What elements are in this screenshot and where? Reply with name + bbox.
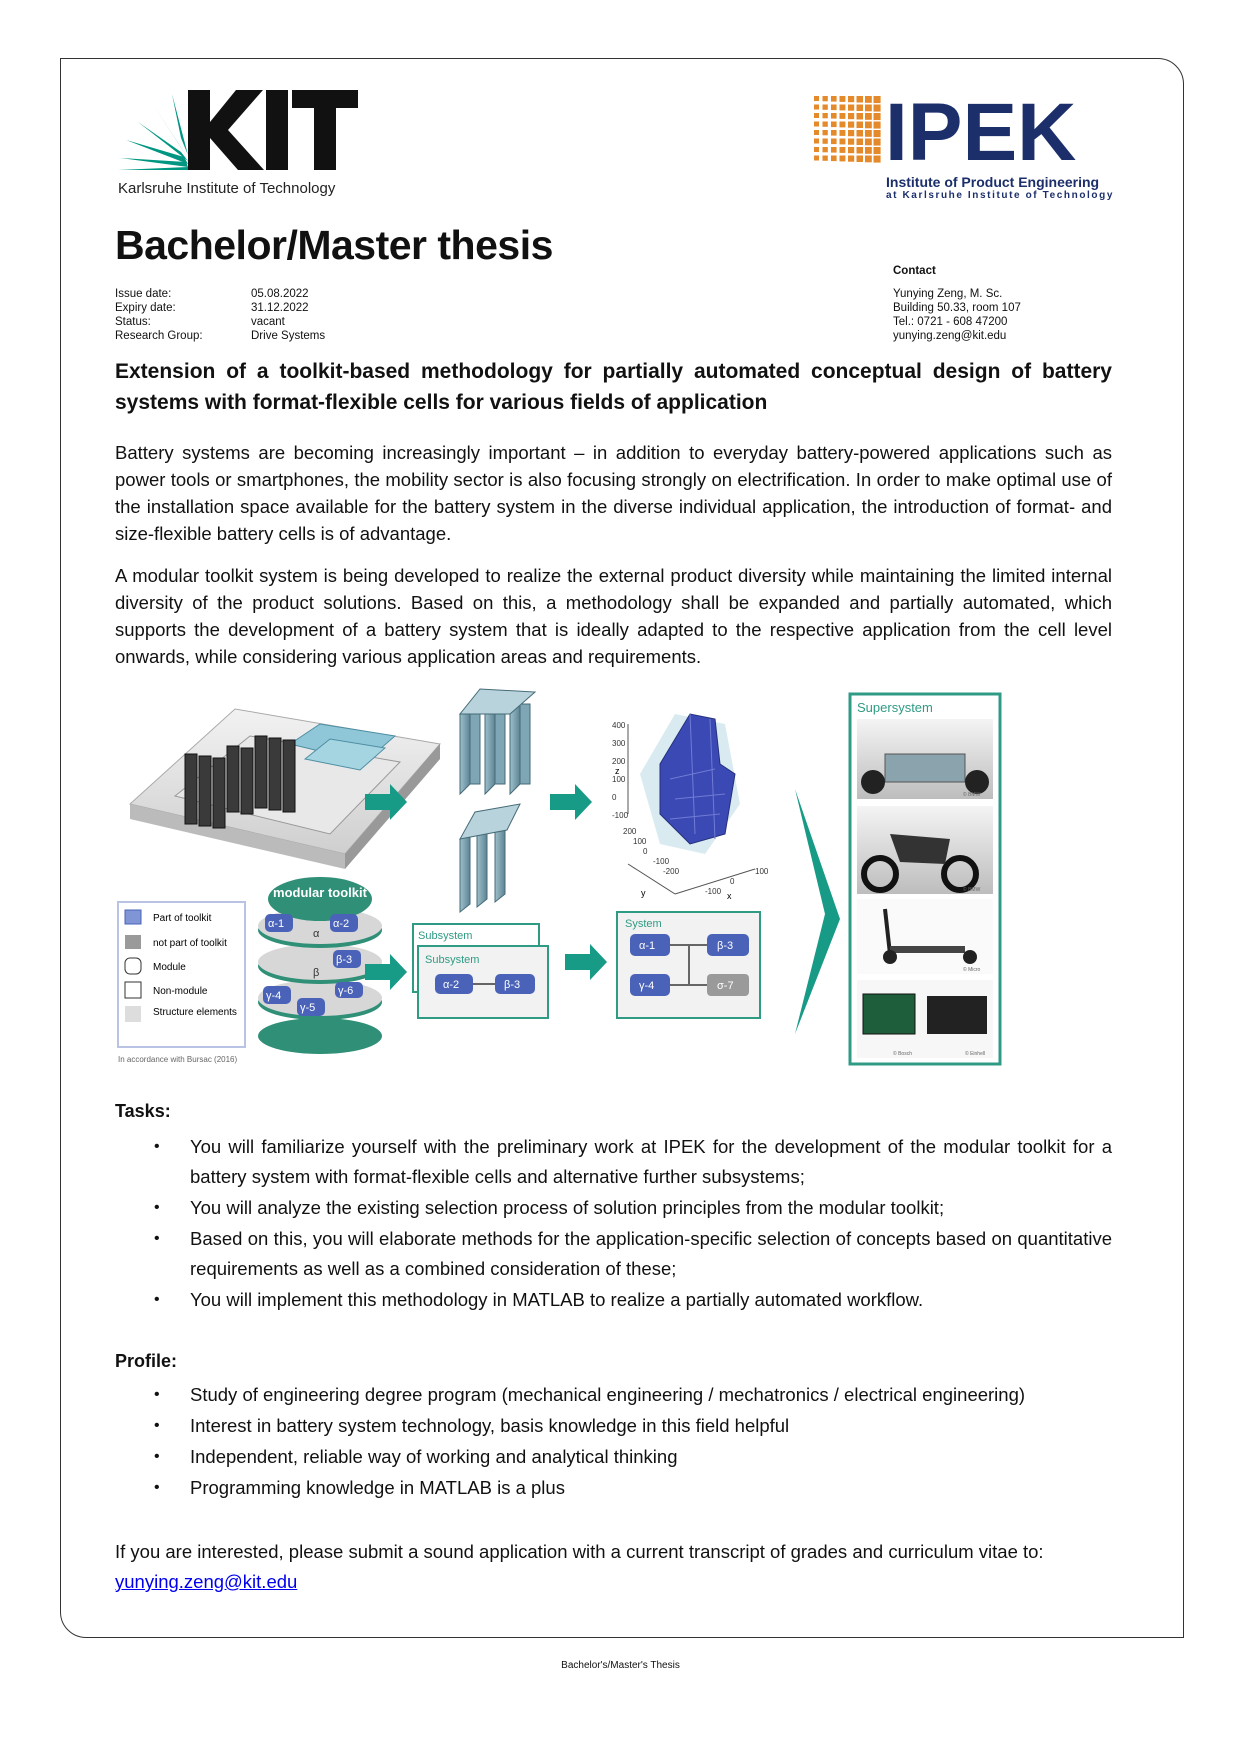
thesis-title: Extension of a toolkit-based methodology for partially automated conceptual design of battery systems with format-flexible cells for various fields of application bbox=[115, 360, 1112, 414]
list-item: • Study of engineering degree program (mechanical engineering / mechatronics / electrical engineering) bbox=[150, 1380, 1112, 1410]
ipek-dot bbox=[831, 113, 837, 119]
y-tick-label: 200 bbox=[623, 827, 637, 836]
ipek-dot bbox=[823, 156, 828, 161]
system-s7: σ-7 bbox=[717, 980, 734, 992]
toolkit-label: modular toolkit bbox=[273, 885, 367, 900]
ipek-dot bbox=[865, 96, 872, 103]
page-footer: Bachelor's/Master's Thesis bbox=[561, 1660, 680, 1671]
contact-tel: Tel.: 0721 - 608 47200 bbox=[893, 316, 1008, 328]
ipek-dot bbox=[865, 156, 872, 163]
ipek-dot bbox=[874, 122, 881, 129]
cell-stack-top bbox=[460, 689, 535, 794]
contact-building: Building 50.33, room 107 bbox=[893, 302, 1021, 314]
ipek-dot bbox=[823, 139, 828, 144]
meta-key: Expiry date: bbox=[115, 302, 176, 314]
intro-paragraph: Battery systems are becoming increasingly important – in addition to everyday battery-powered applications such as power tools or smartphones, the mobility sector is also focusing strongly on electrification. In order to make optimal use of the installation space available for the battery system in the diverse individual application, the introduction of format- and size-flexible battery cells is of advantage. bbox=[115, 442, 1112, 544]
axis-label-z: z bbox=[615, 766, 620, 776]
z-tick-label: 300 bbox=[612, 739, 626, 748]
ipek-dot bbox=[865, 105, 872, 112]
list-item: • You will analyze the existing selection process of solution principles from the modular toolkit; bbox=[150, 1193, 1112, 1223]
ipek-name: Institute of Product Engineering bbox=[886, 174, 1100, 190]
photo-credit: © BMW bbox=[963, 887, 981, 893]
ipek-logo bbox=[810, 92, 1120, 202]
system-panel bbox=[617, 912, 760, 1018]
legend-module: Module bbox=[153, 962, 186, 973]
page-title: Bachelor/Master thesis bbox=[115, 222, 553, 268]
z-tick-label: 0 bbox=[612, 793, 617, 802]
subsystem-a2: α-2 bbox=[443, 979, 460, 991]
ipek-dot bbox=[814, 113, 819, 118]
module-a1: α-1 bbox=[268, 918, 285, 930]
kit-name: Karlsruhe Institute of Technology bbox=[118, 180, 336, 197]
meta-key: Research Group: bbox=[115, 330, 203, 342]
ipek-dot bbox=[840, 105, 846, 111]
ipek-dot bbox=[857, 139, 864, 146]
ipek-dot bbox=[848, 139, 854, 145]
photo-credit: © Bosch bbox=[893, 1051, 912, 1057]
ipek-dot bbox=[823, 122, 828, 127]
photo-credit: © BMW bbox=[963, 792, 981, 798]
ipek-dot bbox=[840, 113, 846, 119]
meta-value: 05.08.2022 bbox=[251, 288, 309, 300]
supersystem-label: Supersystem bbox=[857, 700, 933, 715]
ipek-dot bbox=[848, 156, 854, 162]
design-space-plot bbox=[612, 714, 769, 901]
y-tick-label: 0 bbox=[643, 847, 648, 856]
module-b3: β-3 bbox=[336, 954, 353, 966]
ipek-dot bbox=[857, 122, 864, 129]
module-g4: γ-4 bbox=[266, 990, 282, 1002]
subsystem-b3: β-3 bbox=[504, 979, 521, 991]
tasks-heading: Tasks: bbox=[115, 1101, 171, 1121]
ipek-dot bbox=[857, 105, 864, 112]
module-a2: α-2 bbox=[333, 918, 350, 930]
toolkit-paragraph: A modular toolkit system is being developed to realize the external product diversity while maintaining the limited internal diversity of the product solutions. Based on this, a methodology shall be expanded and partially automated, which supports the development of a battery system that is ideally adapted to the respective application from the cell level onwards, while considering various application areas and requirements. bbox=[115, 565, 1112, 667]
list-item: • Interest in battery system technology, basis knowledge in this field helpful bbox=[150, 1411, 1112, 1441]
system-label: System bbox=[625, 918, 662, 930]
ipek-dot bbox=[857, 130, 864, 137]
kit-logo-icon bbox=[118, 88, 358, 173]
toolkit-layer-a: α bbox=[313, 928, 320, 940]
photo-credit: © Micro bbox=[963, 967, 981, 973]
ipek-dot bbox=[831, 96, 837, 102]
ipek-dot bbox=[831, 147, 837, 153]
ipek-dot bbox=[865, 122, 872, 129]
toolkit-layer-b: β bbox=[313, 967, 320, 979]
ipek-dot bbox=[848, 122, 854, 128]
contact-block bbox=[893, 264, 1021, 343]
module-g5: γ-5 bbox=[300, 1002, 316, 1014]
ipek-dot bbox=[823, 105, 828, 110]
subsystem-label-back: Subsystem bbox=[418, 930, 473, 942]
legend-part: Part of toolkit bbox=[153, 913, 212, 924]
ipek-dot bbox=[865, 113, 872, 120]
ipek-dot bbox=[814, 156, 819, 161]
ipek-dot bbox=[848, 147, 854, 153]
meta-key: Issue date: bbox=[115, 288, 172, 300]
cell-stack-bottom bbox=[460, 804, 520, 912]
ipek-logo-icon bbox=[810, 92, 1120, 167]
ipek-dot bbox=[857, 113, 864, 120]
system-a1: α-1 bbox=[639, 940, 656, 952]
ipek-dot bbox=[823, 130, 828, 135]
y-tick-label: -200 bbox=[663, 867, 680, 876]
z-tick-label: 400 bbox=[612, 721, 626, 730]
arrow-4 bbox=[565, 944, 607, 980]
ipek-dot bbox=[823, 113, 828, 118]
ipek-dot bbox=[857, 96, 864, 103]
ipek-dot bbox=[865, 130, 872, 137]
list-item: • You will implement this methodology in MATLAB to realize a partially automated workflow. bbox=[150, 1285, 1112, 1315]
tasks-list bbox=[150, 1132, 1112, 1316]
ipek-dot bbox=[848, 113, 854, 119]
ipek-dot bbox=[840, 147, 846, 153]
module-g6: γ-6 bbox=[338, 985, 354, 997]
ipek-dot bbox=[831, 122, 837, 128]
ipek-dot bbox=[857, 156, 864, 163]
ipek-dot bbox=[840, 139, 846, 145]
kit-logo bbox=[118, 88, 358, 198]
contact-email[interactable]: yunying.zeng@kit.edu bbox=[893, 330, 1007, 342]
ipek-dot bbox=[874, 96, 881, 103]
application-text: If you are interested, please submit a sound application with a current transcript of grades and curriculum vitae to: bbox=[115, 1541, 1044, 1562]
application-note bbox=[115, 1537, 1112, 1597]
axis-label-y: y bbox=[641, 888, 646, 898]
system-b3: β-3 bbox=[717, 940, 734, 952]
meta-value: 31.12.2022 bbox=[251, 302, 309, 314]
big-arrow bbox=[795, 789, 840, 1034]
toolkit-figure bbox=[115, 684, 1115, 1074]
ipek-dot bbox=[823, 96, 828, 101]
modular-toolkit-stack bbox=[258, 877, 382, 1054]
axis-label-x: x bbox=[727, 891, 732, 901]
profile-heading: Profile: bbox=[115, 1351, 178, 1371]
ipek-dot bbox=[840, 96, 846, 102]
ipek-dot bbox=[840, 122, 846, 128]
ipek-dot bbox=[814, 147, 819, 152]
list-item: • Independent, reliable way of working and analytical thinking bbox=[150, 1442, 1112, 1472]
y-tick-label: 100 bbox=[633, 837, 647, 846]
y-tick-label: -100 bbox=[653, 857, 670, 866]
supersystem-panel bbox=[850, 694, 1000, 1064]
meta-value: vacant bbox=[251, 316, 285, 328]
ipek-dot bbox=[874, 113, 881, 120]
ipek-dot bbox=[814, 105, 819, 110]
ipek-dot bbox=[814, 122, 819, 127]
z-tick-label: 200 bbox=[612, 757, 626, 766]
ipek-dot bbox=[831, 139, 837, 145]
toolkit-legend bbox=[118, 902, 245, 1064]
meta-key: Status: bbox=[115, 316, 151, 328]
ipek-dot bbox=[814, 130, 819, 135]
ipek-dot bbox=[831, 156, 837, 162]
application-email-link[interactable]: yunying.zeng@kit.edu bbox=[115, 1571, 298, 1592]
list-item: • Based on this, you will elaborate methods for the application-specific selection of concepts based on quantitative requirements as well as a combined consideration of these; bbox=[150, 1224, 1112, 1284]
profile-list bbox=[150, 1380, 1112, 1504]
subsystem-label: Subsystem bbox=[425, 954, 480, 966]
ipek-dot bbox=[857, 147, 864, 154]
figure-credit: In accordance with Bursac (2016) bbox=[118, 1055, 238, 1064]
legend-structure: Structure elements bbox=[153, 1007, 237, 1018]
meta-block bbox=[115, 287, 325, 343]
ipek-subname: at Karlsruhe Institute of Technology bbox=[886, 190, 1114, 201]
ipek-dot bbox=[814, 139, 819, 144]
ipek-dot bbox=[848, 130, 854, 136]
x-tick-label: 100 bbox=[755, 867, 769, 876]
x-tick-label: 0 bbox=[730, 877, 735, 886]
list-item: • You will familiarize yourself with the preliminary work at IPEK for the development of the modular toolkit for a battery system with format-flexible cells and alternative further subsystems; bbox=[150, 1132, 1112, 1192]
contact-name: Yunying Zeng, M. Sc. bbox=[893, 288, 1003, 300]
ipek-dot bbox=[874, 147, 881, 154]
ipek-dot bbox=[865, 139, 872, 146]
x-tick-label: -100 bbox=[705, 887, 722, 896]
z-tick-label: 100 bbox=[612, 775, 626, 784]
list-item: • Programming knowledge in MATLAB is a plus bbox=[150, 1473, 1112, 1503]
ipek-logo-text: IPEK bbox=[885, 92, 1077, 167]
z-tick-label: -100 bbox=[612, 811, 629, 820]
ipek-dot bbox=[865, 147, 872, 154]
subsystem-panel bbox=[413, 924, 548, 1018]
legend-not-part: not part of toolkit bbox=[153, 938, 227, 949]
meta-value: Drive Systems bbox=[251, 330, 326, 342]
system-g4: γ-4 bbox=[639, 980, 655, 992]
ipek-dot bbox=[814, 96, 819, 101]
ipek-dot bbox=[848, 96, 854, 102]
ipek-dot bbox=[874, 105, 881, 112]
ipek-dot bbox=[874, 130, 881, 137]
ipek-dot bbox=[823, 147, 828, 152]
photo-credit: © Einhell bbox=[965, 1051, 986, 1057]
contact-heading: Contact bbox=[893, 265, 936, 277]
ipek-dot bbox=[874, 139, 881, 146]
arrow-2 bbox=[550, 784, 592, 820]
ipek-dot bbox=[848, 105, 854, 111]
ipek-dot bbox=[831, 130, 837, 136]
legend-non-module: Non-module bbox=[153, 986, 208, 997]
ipek-dot bbox=[874, 156, 881, 163]
ipek-dot bbox=[840, 130, 846, 136]
ipek-dot bbox=[831, 105, 837, 111]
ipek-dot bbox=[840, 156, 846, 162]
